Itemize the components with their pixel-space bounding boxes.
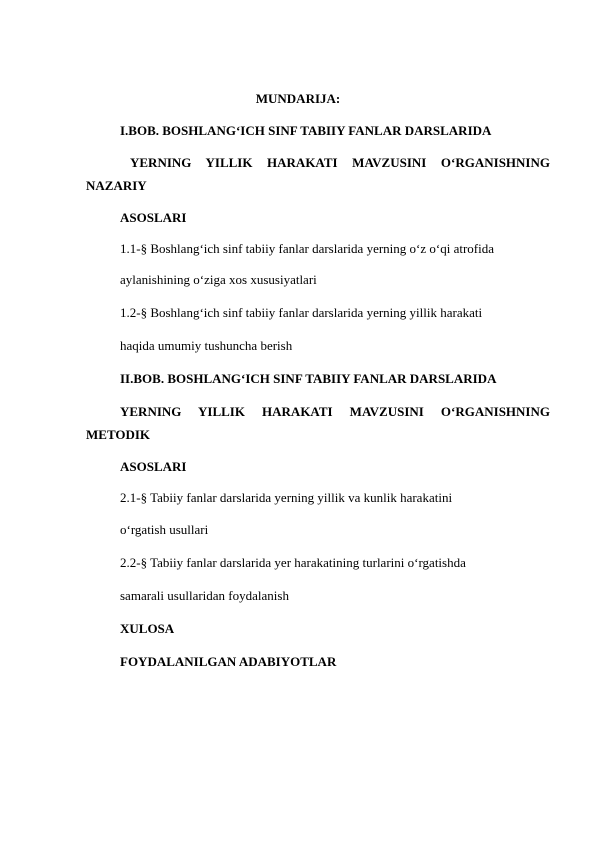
conclusion-entry: XULOSA bbox=[120, 621, 175, 636]
section-2-2-line-2: samarali usullaridan foydalanish bbox=[120, 588, 289, 603]
chapter-2-heading-wrap: METODIK bbox=[86, 427, 151, 442]
section-1-1-line-1: 1.1-§ Boshlang‘ich sinf tabiiy fanlar darslarida yerning o‘z o‘qi atrofida bbox=[120, 241, 494, 256]
chapter-1-heading: I.BOB. BOSHLANG‘ICH SINF TABIIY FANLAR DARSLARIDA bbox=[120, 123, 492, 138]
references-entry: FOYDALANILGAN ADABIYOTLAR bbox=[120, 654, 337, 669]
chapter-1-heading-continued: YERNING YILLIK HARAKATI MAVZUSINI O‘RGANISHNING bbox=[130, 155, 550, 170]
section-2-2-line-1: 2.2-§ Tabiiy fanlar darslarida yer harakatining turlarini o‘rgatishda bbox=[120, 555, 466, 570]
chapter-1-heading-end: ASOSLARI bbox=[120, 210, 187, 225]
section-2-1-line-1: 2.1-§ Tabiiy fanlar darslarida yerning yillik va kunlik harakatini bbox=[120, 490, 453, 505]
toc-title: MUNDARIJA: bbox=[255, 91, 341, 106]
chapter-2-heading-end: ASOSLARI bbox=[120, 459, 187, 474]
chapter-2-heading: II.BOB. BOSHLANG‘ICH SINF TABIIY FANLAR DARSLARIDA bbox=[120, 371, 497, 386]
section-1-1-line-2: aylanishining o‘ziga xos xususiyatlari bbox=[120, 272, 317, 287]
section-1-2-line-2: haqida umumiy tushuncha berish bbox=[120, 338, 293, 353]
section-2-1-line-2: o‘rgatish usullari bbox=[120, 522, 209, 537]
chapter-2-heading-continued: YERNING YILLIK HARAKATI MAVZUSINI O‘RGANISHNING bbox=[120, 404, 550, 419]
chapter-1-heading-wrap: NAZARIY bbox=[86, 178, 147, 193]
section-1-2-line-1: 1.2-§ Boshlang‘ich sinf tabiiy fanlar darslarida yerning yillik harakati bbox=[120, 305, 483, 320]
